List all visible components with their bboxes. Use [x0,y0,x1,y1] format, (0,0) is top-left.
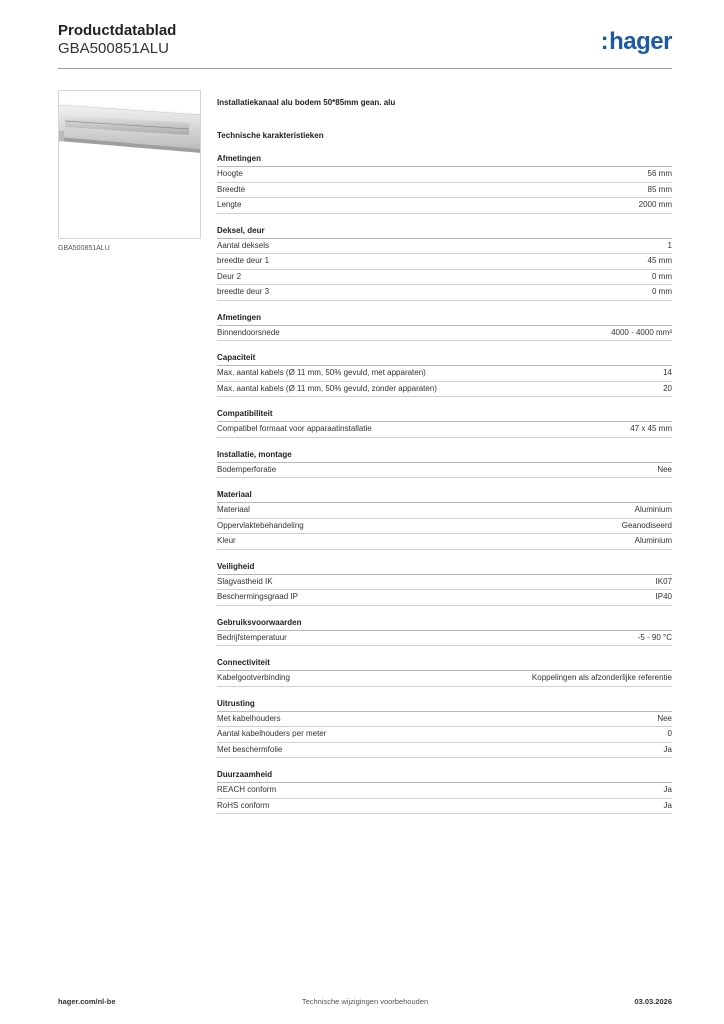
section-title: Materiaal [217,488,672,503]
spec-row [217,503,672,519]
image-caption: GBA500851ALU [58,245,110,252]
spec-value: 47 x 45 mm [630,424,672,433]
spec-label: Met beschermfolie [217,744,283,754]
spec-section [217,351,672,397]
spec-row [217,519,672,535]
spec-section [217,697,672,759]
spec-label: Beschermingsgraad IP [217,592,298,601]
spec-label: REACH conform [217,785,277,794]
spec-value: 0 mm [652,271,672,281]
spec-section [217,768,672,814]
section-title: Compatibiliteit [217,407,672,422]
spec-value: Nee [657,713,672,723]
spec-value: Koppelingen als afzonderlijke referentie [531,673,672,682]
spec-sections [217,152,672,814]
spec-label: Bedrijfstemperatuur [217,632,287,642]
spec-value: IK07 [655,576,672,586]
spec-section [217,616,672,647]
spec-section [217,448,672,479]
spec-label: breedte deur 3 [217,287,270,296]
header-divider [58,68,672,69]
spec-label: Met kabelhouders [217,713,281,723]
spec-section [217,656,672,687]
spec-label: Kabelgootverbinding [217,673,290,682]
section-title: Afmetingen [217,311,672,326]
spec-row [217,727,672,743]
section-title: Veiligheid [217,560,672,575]
section-title: Gebruiksvoorwaarden [217,616,672,631]
spec-row [217,631,672,647]
spec-row [217,366,672,382]
spec-section [217,152,672,214]
product-image [58,90,201,239]
spec-value: IP40 [655,592,672,601]
spec-row [217,671,672,687]
spec-value: 14 [663,368,672,377]
spec-row [217,270,672,286]
spec-value: -5 - 90 °C [637,632,672,642]
spec-value: 56 mm [647,169,672,178]
spec-value: 0 mm [652,287,672,296]
spec-label: Materiaal [217,505,250,514]
spec-label: Aantal deksels [217,240,270,250]
hager-logo [601,28,672,56]
section-title: Afmetingen [217,152,672,167]
spec-value: Geanodiseerd [621,520,672,530]
spec-row [217,285,672,301]
spec-label: Binnendoorsnede [217,327,280,337]
section-title: Deksel, deur [217,224,672,239]
spec-section [217,560,672,606]
spec-value: Ja [663,785,672,794]
spec-row [217,783,672,799]
spec-value: Ja [663,744,672,754]
spec-value: Aluminium [634,536,672,545]
spec-row [217,712,672,728]
spec-label: Compatibel formaat voor apparaatinstallatie [217,424,372,433]
spec-section [217,488,672,550]
page-title: Productdatablad [58,22,177,39]
spec-label: Aantal kabelhouders per meter [217,729,327,738]
section-title: Installatie, montage [217,448,672,463]
spec-value: 20 [663,383,672,393]
spec-value: Nee [657,464,672,474]
spec-row [217,239,672,255]
spec-value: 0 [667,729,672,738]
spec-label: Deur 2 [217,271,242,281]
spec-value: Aluminium [634,505,672,514]
spec-label: Kleur [217,536,236,545]
spec-row [217,382,672,398]
spec-label: Slagvastheid IK [217,576,273,586]
spec-section [217,224,672,301]
spec-value: 45 mm [647,256,672,265]
spec-label: Hoogte [217,169,243,178]
section-title: Capaciteit [217,351,672,366]
spec-section [217,407,672,438]
spec-value: 1 [667,240,672,250]
product-description: Installatiekanaal alu bodem 50*85mm gean. alu [217,98,396,107]
spec-row [217,198,672,214]
section-title: Uitrusting [217,697,672,712]
spec-label: Oppervlaktebehandeling [217,520,304,530]
product-reference: GBA500851ALU [58,40,169,57]
spec-label: RoHS conform [217,800,270,810]
spec-label: Lengte [217,200,242,209]
spec-row [217,422,672,438]
spec-row [217,463,672,479]
spec-value: 4000 - 4000 mm² [611,327,672,337]
spec-content [217,97,672,814]
spec-label: Max. aantal kabels (Ø 11 mm, 50% gevuld, met apparaten) [217,368,426,377]
spec-label: Bodemperforatie [217,464,277,474]
spec-row [217,534,672,550]
technical-heading: Technische karakteristieken [217,131,324,140]
spec-label: Breedte [217,184,246,194]
spec-value: 2000 mm [638,200,672,209]
spec-value: Ja [663,800,672,810]
spec-row [217,167,672,183]
spec-label: breedte deur 1 [217,256,270,265]
spec-row [217,743,672,759]
spec-row [217,254,672,270]
section-title: Duurzaamheid [217,768,672,783]
footer-date: 03.03.2026 [634,997,672,1006]
spec-row [217,183,672,199]
cable-trunking-illustration [59,91,201,239]
spec-row [217,575,672,591]
spec-label: Max. aantal kabels (Ø 11 mm, 50% gevuld, zonder apparaten) [217,383,437,393]
footer-website[interactable]: hager.com/nl-be [58,997,116,1006]
spec-row [217,799,672,815]
spec-row [217,326,672,342]
spec-value: 85 mm [647,184,672,194]
logo-prefix: : [600,28,609,55]
footer-disclaimer: Technische wijzigingen voorbehouden [301,997,429,1006]
logo-text: hager [609,28,672,55]
spec-row [217,590,672,606]
section-title: Connectiviteit [217,656,672,671]
spec-section [217,311,672,342]
